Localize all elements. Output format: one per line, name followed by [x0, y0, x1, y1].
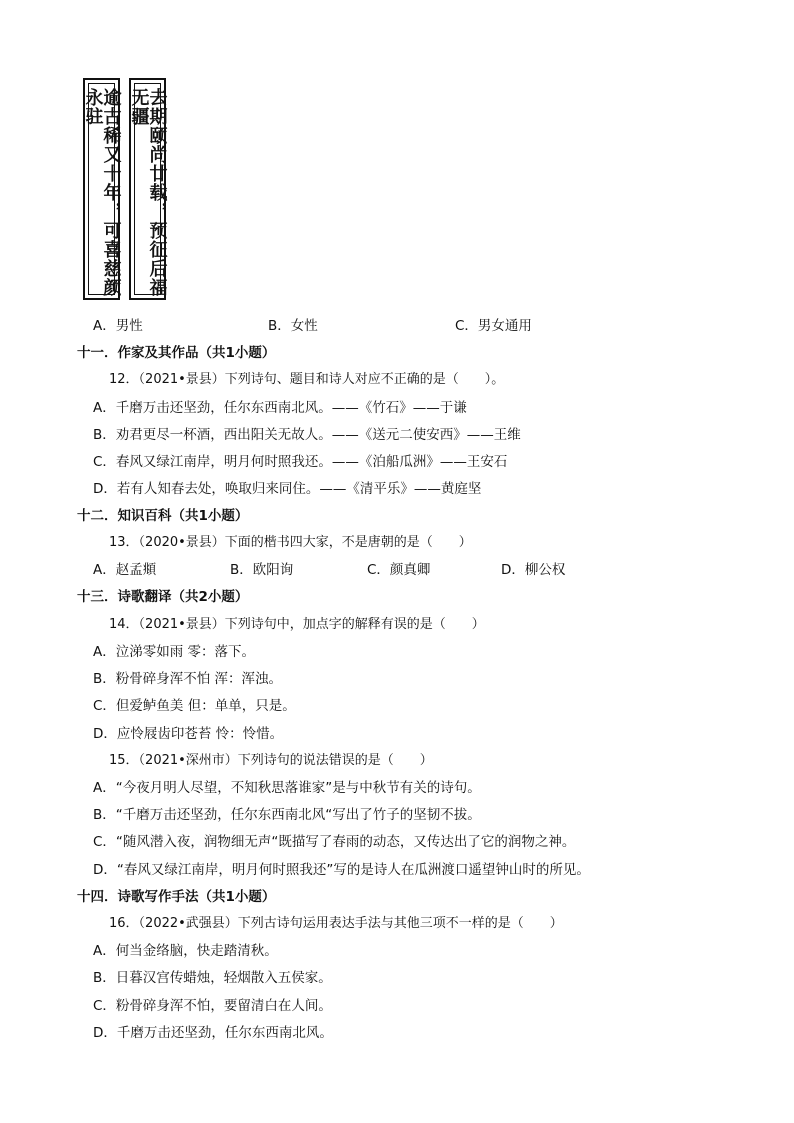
section-heading-13: 十三．诗歌翻译（共2小题） [77, 589, 249, 605]
couplet-right-scroll [129, 78, 166, 300]
q15-option-a[interactable]: A．“今夜月明人尽望，不知秋思落谁家”是与中秋节有关的诗句。 [93, 780, 481, 796]
q12-option-d[interactable]: D．若有人知春去处，唤取归来同住。——《清平乐》——黄庭坚 [93, 481, 482, 497]
q12-stem: 12．（2021•景县）下列诗句、题目和诗人对应不正确的是（ ）。 [109, 372, 505, 387]
q16-option-c[interactable]: C．粉骨碎身浑不怕，要留清白在人间。 [93, 998, 332, 1014]
couplet-left-text: 逾古稀又十年，可喜慈颜永驻 [82, 88, 122, 297]
q11-option-c[interactable]: C．男女通用 [455, 318, 532, 334]
q16-stem: 16．（2022•武强县）下列古诗句运用表达手法与其他三项不一样的是（ ） [109, 916, 563, 931]
q14-stem: 14．（2021•景县）下列诗句中，加点字的解释有误的是（ ） [109, 617, 485, 632]
q15-stem: 15．（2021•深州市）下列诗句的说法错误的是（ ） [109, 753, 433, 768]
q14-option-a[interactable]: A．泣涕零如雨 零：落下。 [93, 644, 256, 660]
q14-option-c[interactable]: C．但爱鲈鱼美 但：单单，只是。 [93, 698, 296, 714]
q12-option-a[interactable]: A．千磨万击还坚劲，任尔东西南北风。——《竹石》——于谦 [93, 400, 467, 416]
q16-option-a[interactable]: A．何当金络脑，快走踏清秋。 [93, 943, 278, 959]
section-heading-14: 十四．诗歌写作手法（共1小题） [77, 889, 276, 905]
q11-option-b[interactable]: B．女性 [268, 318, 318, 334]
q15-option-b[interactable]: B．“千磨万击还坚劲，任尔东西南北风“写出了竹子的坚韧不拔。 [93, 807, 481, 823]
q13-option-b[interactable]: B．欧阳询 [230, 562, 294, 578]
q11-option-a[interactable]: A．男性 [93, 318, 143, 334]
q14-option-b[interactable]: B．粉骨碎身浑不怕 浑：浑浊。 [93, 671, 283, 687]
couplet-right-text: 去期颐尚廿载，预征后福无疆 [128, 88, 168, 297]
section-heading-12: 十二．知识百科（共1小题） [77, 508, 249, 524]
q13-option-c[interactable]: C．颜真卿 [367, 562, 431, 578]
section-heading-11: 十一．作家及其作品（共1小题） [77, 345, 276, 361]
q14-option-d[interactable]: D．应怜屐齿印苍苔 怜：怜惜。 [93, 726, 284, 742]
q15-option-d[interactable]: D．“春风又绿江南岸，明月何时照我还”写的是诗人在瓜洲渡口遥望钟山时的所见。 [93, 862, 590, 878]
couplet-image [83, 78, 183, 304]
q15-option-c[interactable]: C．“随风潜入夜，润物细无声“既描写了春雨的动态，又传达出了它的润物之神。 [93, 834, 576, 850]
q16-option-b[interactable]: B．日暮汉宫传蜡烛，轻烟散入五侯家。 [93, 970, 332, 986]
q13-option-d[interactable]: D．柳公权 [501, 562, 566, 578]
q13-stem: 13．（2020•景县）下面的楷书四大家，不是唐朝的是（ ） [109, 535, 472, 550]
q13-option-a[interactable]: A．赵孟頫 [93, 562, 157, 578]
q12-option-b[interactable]: B．劝君更尽一杯酒，西出阳关无故人。——《送元二使安西》——王维 [93, 427, 521, 443]
couplet-left-scroll [83, 78, 120, 300]
q12-option-c[interactable]: C．春风又绿江南岸，明月何时照我还。——《泊船瓜洲》——王安石 [93, 454, 508, 470]
q16-option-d[interactable]: D．千磨万击还坚劲，任尔东西南北风。 [93, 1025, 333, 1041]
